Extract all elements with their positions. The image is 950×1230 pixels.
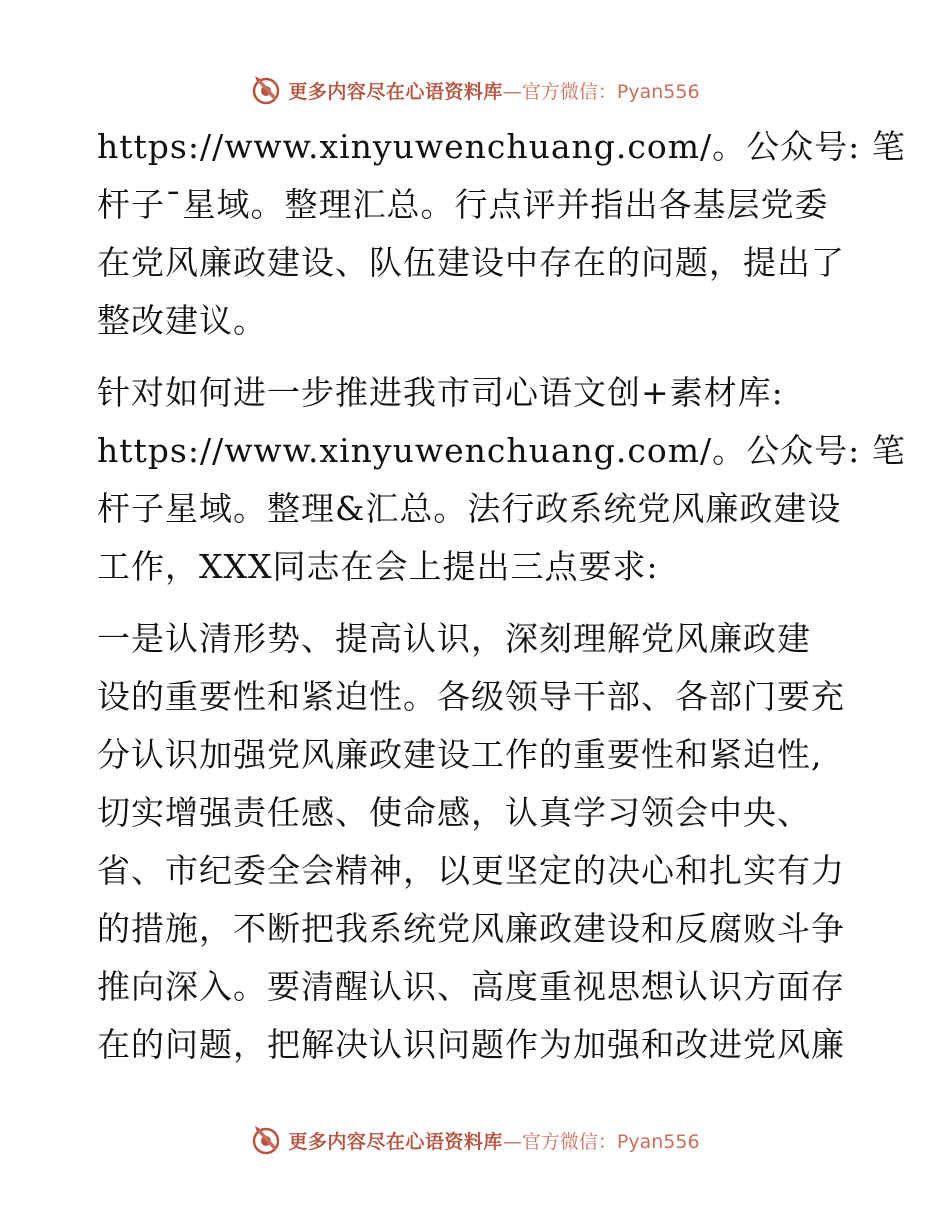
text-line: 设的重要性和紧迫性。各级领导干部、各部门要充 [97, 677, 845, 716]
text-line: 在党风廉政建设、队伍建设中存在的问题，提出了 [97, 243, 845, 282]
banner-title: 更多内容尽在心语资料库 [288, 80, 503, 103]
document-body [97, 118, 906, 1074]
text-line: https://www.xinyuwenchuang.com/。公众号: 笔 [97, 431, 906, 470]
text-line: 省、市纪委全会精神，以更坚定的决心和扎实有力 [97, 851, 845, 890]
text-line: 一是认清形势、提高认识，深刻理解党风廉政建 [97, 619, 811, 658]
text-line: 针对如何进一步推进我市司心语文创+素材库: [97, 373, 784, 412]
footer-watermark [0, 1120, 950, 1160]
text-line: 切实增强责任感、使命感，认真学习领会中央、 [97, 793, 811, 832]
header-watermark [0, 70, 950, 110]
text-line: 推向深入。要清醒认识、高度重视思想认识方面存 [97, 967, 845, 1006]
quill-seal-icon [250, 1124, 282, 1156]
text-line: 杆子星域。整理&汇总。法行政系统党风廉政建设 [97, 489, 842, 528]
banner-contact: —官方微信：Pyan556 [502, 1130, 700, 1153]
text-line: 在的问题，把解决认识问题作为加强和改进党风廉 [97, 1025, 845, 1064]
banner-title: 更多内容尽在心语资料库 [288, 1130, 503, 1153]
banner-contact: —官方微信：Pyan556 [502, 80, 700, 103]
text-line: 的措施，不断把我系统党风廉政建设和反腐败斗争 [97, 909, 845, 948]
text-line: 杆子¯星域。整理汇总。行点评并指出各基层党委 [97, 185, 829, 224]
quill-seal-icon [250, 74, 282, 106]
text-line: 分认识加强党风廉政建设工作的重要性和紧迫性, [97, 735, 823, 774]
text-line: 工作，XXX同志在会上提出三点要求: [97, 547, 659, 586]
text-line: https://www.xinyuwenchuang.com/。公众号: 笔 [97, 127, 906, 166]
text-line: 整改建议。 [97, 301, 267, 340]
